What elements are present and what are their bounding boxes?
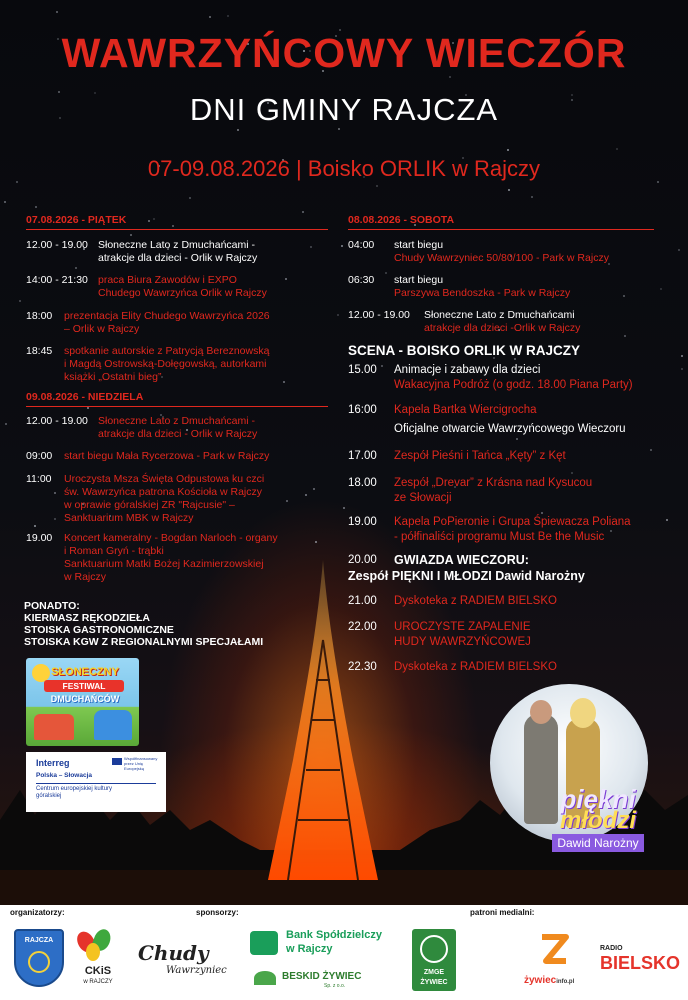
star-dot <box>616 148 618 150</box>
also-item: KIERMASZ RĘKODZIEŁA <box>24 612 150 624</box>
event-time: 18.00 <box>348 477 377 489</box>
divider <box>36 783 156 784</box>
chudy-line1: Chudy <box>138 941 209 965</box>
event-desc: Słoneczne Lato z Dmuchańcami <box>424 309 575 321</box>
star-dot <box>87 407 89 409</box>
event-desc: spotkanie autorskie z Patrycją Bereznowską i Magdą Ostrowską-Dołęgowską, autorkami książki „Ostatni bieg” <box>64 345 270 383</box>
band-logo-line3: Dawid Narożny <box>552 834 643 852</box>
event-time: 19.00 <box>26 532 53 544</box>
star-dot <box>507 149 509 151</box>
event-desc: start biegu Mała Rycerzowa - Park w Rajczy <box>64 450 270 462</box>
star-dot <box>678 249 680 251</box>
zywiec-sub: info.pl <box>556 979 575 985</box>
interreg-name: Interreg <box>36 758 70 768</box>
star-dot <box>75 267 77 269</box>
bank-line2: w Rajczy <box>286 943 333 955</box>
chudy-line2: Wawrzyniec <box>166 965 227 976</box>
zmge-line1: ZMGE <box>423 969 445 976</box>
event-subtitle: DNI GMINY RAJCZA <box>189 92 499 127</box>
organizers-label: organizatorzy: <box>10 908 65 917</box>
beskid-name: BESKID ŻYWIEC <box>282 971 362 982</box>
star-dot <box>305 494 307 496</box>
star-dot <box>514 358 516 360</box>
event-desc: Słoneczne Lato z Dmuchańcami - atrakcje dla dzieci - Orlik w Rajczy <box>98 415 258 440</box>
band-logo-line1: piękni <box>560 784 636 814</box>
star-dot <box>337 314 339 316</box>
star-dot <box>286 500 288 502</box>
tree-icon <box>420 935 448 963</box>
star-dot <box>681 355 683 357</box>
event-desc: Uroczysta Msza Święta Odpustowa ku czci św. Wawrzyńca patrona Kościoła w Rajczy w oprawie góralskiej ZR "Rajcusie" – Sanktuarium MBK w Rajczy <box>64 473 265 524</box>
event-time: 20.00 <box>348 554 377 566</box>
star-dot <box>130 234 132 236</box>
event-time: 06:30 <box>348 274 375 286</box>
chudy-wawrzyniec-logo <box>132 937 227 985</box>
ckis-name: CKiS <box>84 965 112 977</box>
day-heading-friday: 07.08.2026 - PIĄTEK <box>26 214 328 230</box>
interreg-logo <box>26 752 166 812</box>
zmge-logo <box>412 929 456 991</box>
star-dot <box>315 541 317 543</box>
festival-logo-line3: DMUCHAŃCÓW <box>50 694 120 704</box>
band-logo <box>536 784 660 852</box>
event-desc: Koncert kameralny - Bogdan Narloch - organy i Roman Gryń - trąbki Sanktuarium Matki Bożej Kazimierzowskiej w Rajczy <box>64 532 278 583</box>
singer-head <box>570 698 596 728</box>
event-time: 14:00 - 21:30 <box>26 274 88 286</box>
bonfire-tower <box>248 560 398 890</box>
star-dot <box>227 15 229 17</box>
event-desc: Animacje i zabawy dla dzieci <box>394 364 541 376</box>
festival-logo <box>26 658 139 746</box>
star-dot <box>19 300 21 302</box>
interreg-fund: Współfinansowany przez Unię Europejską <box>124 756 158 771</box>
interreg-project: Centrum europejskiej kultury góralskiej <box>36 786 113 799</box>
star-dot <box>34 525 36 527</box>
event-time: 18:00 <box>26 310 53 322</box>
event-time: 12.00 - 19.00 <box>26 239 88 251</box>
star-dot <box>285 278 287 280</box>
bouncy-castle-icon <box>94 710 132 740</box>
star-dot <box>385 272 387 274</box>
bank-line1: Bank Spółdzielczy <box>286 929 382 941</box>
event-time: 15.00 <box>348 364 377 376</box>
event-desc: Kapela PoPieronie i Grupa Śpiewacza Poliana - półfinaliści programu Must Be the Music <box>394 516 631 543</box>
star-dot <box>508 189 510 191</box>
event-desc: prezentacja Elity Chudego Wawrzyńca 2026 – Orlik w Rajczy <box>64 310 270 335</box>
ckis-logo <box>72 929 124 989</box>
event-desc: start biegu <box>394 274 444 286</box>
mountain-icon <box>254 971 276 985</box>
event-desc: UROCZYSTE ZAPALENIE HUDY WAWRZYŃCOWEJ <box>394 621 531 648</box>
event-time: 21.00 <box>348 595 377 607</box>
event-time: 12.00 - 19.00 <box>348 309 410 321</box>
eu-flag-icon <box>112 758 122 765</box>
star-dot <box>54 492 56 494</box>
day-heading-sunday: 09.08.2026 - NIEDZIELA <box>26 391 328 407</box>
star-dot <box>302 211 304 213</box>
event-time: 22.30 <box>348 661 377 673</box>
leaf-icon <box>86 943 100 961</box>
zmge-line2: ŻYWIEC <box>420 979 448 986</box>
star-dot <box>35 206 37 208</box>
bank-icon <box>250 931 278 955</box>
event-title: WAWRZYŃCOWY WIECZÓR <box>61 30 627 76</box>
event-time: 17.00 <box>348 450 377 462</box>
star-dot <box>5 423 7 425</box>
event-time: 18:45 <box>26 345 53 357</box>
star-dot <box>313 488 315 490</box>
star-dot <box>189 197 191 199</box>
rajcza-label: RAJCZA <box>24 937 54 944</box>
stage-heading: SCENA - BOISKO ORLIK W RAJCZY <box>348 343 581 358</box>
star-dot <box>660 288 662 290</box>
star-dot <box>54 518 56 520</box>
star-dot <box>341 245 343 247</box>
star-dot <box>623 295 625 297</box>
radio-bielsko-logo <box>600 945 684 985</box>
star-dot <box>237 129 239 131</box>
also-heading: PONADTO: <box>24 600 80 612</box>
event-desc: Parszywa Bendoszka - Park w Rajczy <box>394 287 571 299</box>
also-item: STOISKA KGW Z REGIONALNYMI SPECJAŁAMI <box>24 636 264 648</box>
event-desc: Chudy Wawrzyniec 50/80/100 - Park w Rajczy <box>394 252 609 264</box>
star-dot <box>338 128 340 130</box>
radio-line2: BIELSKO <box>600 953 681 973</box>
festival-logo-line1: SŁONECZNY <box>51 666 119 678</box>
event-time: 19.00 <box>348 516 377 528</box>
star-dot <box>310 246 312 248</box>
headliner-name: Zespół PIĘKNI I MŁODZI Dawid Narożny <box>348 569 585 583</box>
star-dot <box>376 185 378 187</box>
beskid-zywiec-logo <box>254 967 394 993</box>
event-desc: Kapela Bartka Wiercigrocha <box>394 404 537 416</box>
day-heading-saturday: 08.08.2026 - SOBOTA <box>348 214 654 230</box>
headliner-label: GWIAZDA WIECZORU: <box>394 553 529 567</box>
zywiec-z-icon <box>536 931 572 967</box>
star-dot <box>56 11 58 13</box>
bouncy-castle-icon <box>34 714 74 740</box>
event-desc: Dyskoteka z RADIEM BIELSKO <box>394 595 557 607</box>
event-desc: Wakacyjna Podróż (o godz. 18.00 Piana Party) <box>394 379 633 391</box>
radio-line1: RADIO <box>600 945 623 952</box>
beskid-sub: Sp. z o.o. <box>324 983 346 989</box>
zywiec-name <box>524 975 574 986</box>
star-dot <box>624 335 626 337</box>
emblem-icon <box>28 951 50 973</box>
zywiec-word: żywiec <box>524 975 557 986</box>
event-date-place: 07-09.08.2026 | Boisko ORLIK w Rajczy <box>147 156 541 181</box>
star-dot <box>381 365 383 367</box>
star-dot <box>571 472 573 474</box>
zywiec-info-logo <box>520 931 592 991</box>
singer-head <box>530 700 552 724</box>
also-section <box>24 600 263 648</box>
event-desc: Oficjalne otwarcie Wawrzyńcowego Wieczoru <box>394 423 626 435</box>
sponsor-footer <box>0 905 688 1000</box>
star-dot <box>343 507 345 509</box>
event-desc: start biegu <box>394 239 444 251</box>
event-desc: Słoneczne Lato z Dmuchańcami - atrakcje dla dzieci - Orlik w Rajczy <box>98 239 258 264</box>
rajcza-coat-of-arms <box>14 929 64 987</box>
star-dot <box>4 201 6 203</box>
star-dot <box>516 438 518 440</box>
event-desc: Zespół Pieśni i Tańca „Kęty” z Kęt <box>394 450 566 462</box>
star-dot <box>531 196 533 198</box>
festival-logo-line2: FESTIWAL <box>44 680 124 692</box>
event-time: 11:00 <box>26 473 52 485</box>
event-desc: Dyskoteka z RADIEM BIELSKO <box>394 661 557 673</box>
bank-logo <box>250 925 398 961</box>
sponsors-label: sponsorzy: <box>196 908 239 917</box>
star-dot <box>209 16 211 18</box>
event-time: 16:00 <box>348 404 377 416</box>
event-desc: praca Biura Zawodów i EXPO Chudego Wawrzyńca Orlik w Rajczy <box>98 274 267 299</box>
star-dot <box>541 512 543 514</box>
event-time: 09:00 <box>26 450 53 462</box>
star-dot <box>283 381 285 383</box>
event-desc: Zespół „Drevar” z Krásna nad Kysucou ze Słowacji <box>394 477 593 504</box>
interreg-program: Polska – Słowacja <box>36 772 93 779</box>
media-patrons-label: patroni medialni: <box>470 908 535 917</box>
band-logo-line2: młodzi <box>560 807 636 834</box>
event-time: 04:00 <box>348 239 375 251</box>
also-item: STOISKA GASTRONOMICZNE <box>24 624 174 636</box>
ckis-sub: w RAJCZY <box>83 979 113 985</box>
event-desc: atrakcje dla dzieci -Orlik w Rajczy <box>424 322 581 334</box>
event-time: 12.00 - 19.00 <box>26 415 88 427</box>
event-time: 22.00 <box>348 621 377 633</box>
